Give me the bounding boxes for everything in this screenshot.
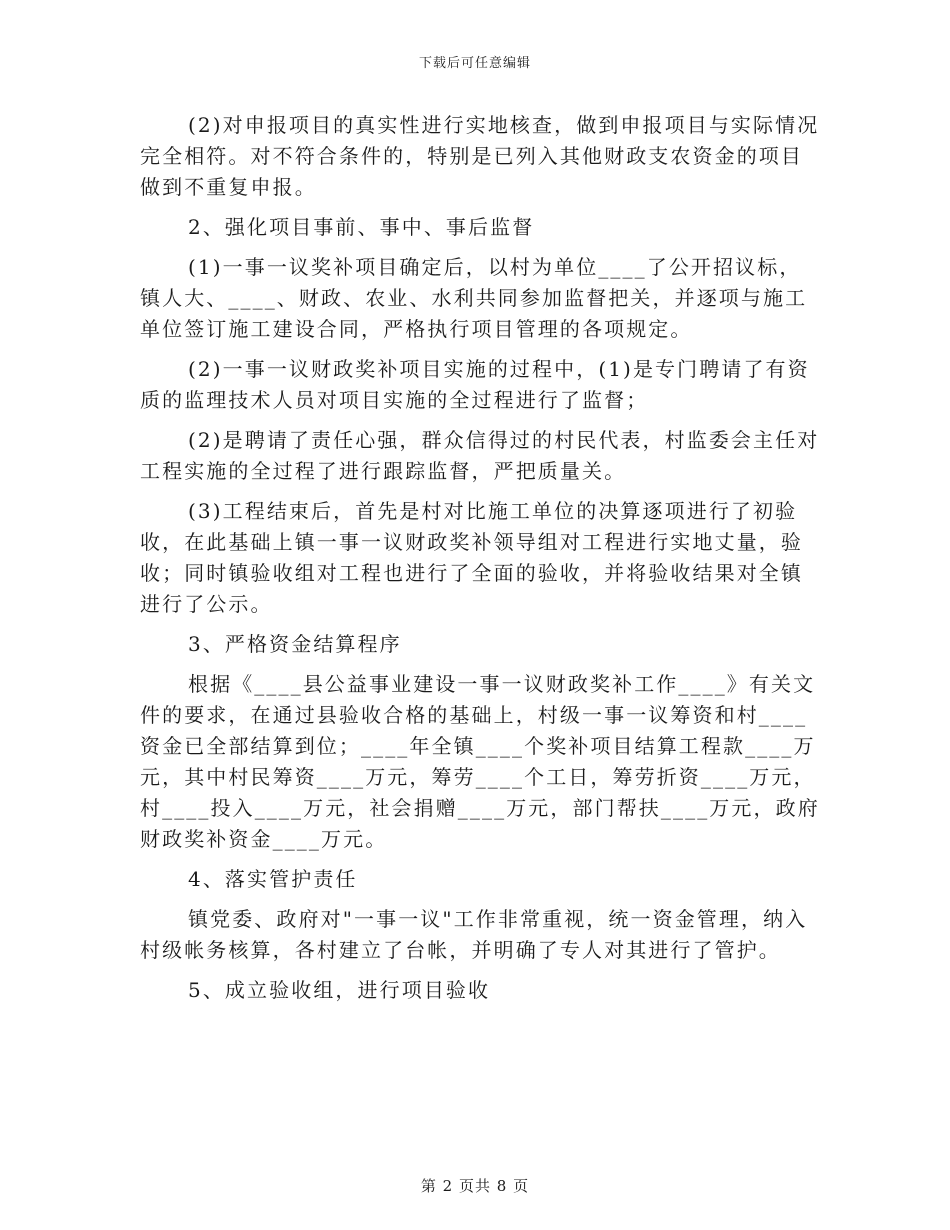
section-heading-4: 4、落实管护责任	[188, 867, 358, 891]
paragraph-2: (1)一事一议奖补项目确定后，以村为单位____了公开招议标，镇人大、____、财政、农业、水利共同参加监督把关，并逐项与施工单位签订施工建设合同，严格执行项目管理的各项规定。	[140, 255, 808, 341]
page-header: 下载后可任意编辑	[418, 56, 531, 71]
paragraph-6: 根据《____县公益事业建设一事一议财政奖补工作____》有关文件的要求，在通过县验收合格的基础上，村级一事一议筹资和村____资金已全部结算到位；____年全镇____个奖补项目结算工程款____万元，其中村民筹资____万元，筹劳____个工日，筹劳折资____万元，村____投入____万元，社会捐赠____万元，部门帮扶____万元，政府财政奖补资金____万元。	[140, 672, 820, 851]
document-body	[140, 110, 820, 1015]
page-footer: 第 2 页共 8 页	[420, 1177, 530, 1195]
paragraph-4: (2)是聘请了责任心强，群众信得过的村民代表，村监委会主任对工程实施的全过程了进行跟踪监督，严把质量关。	[140, 428, 820, 483]
paragraph-1: (2)对申报项目的真实性进行实地核查，做到申报项目与实际情况完全相符。对不符合条件的，特别是已列入其他财政支农资金的项目做到不重复申报。	[140, 113, 820, 199]
section-heading-3: 3、严格资金结算程序	[188, 632, 402, 656]
paragraph-3: (2)一事一议财政奖补项目实施的过程中，(1)是专门聘请了有资质的监理技术人员对项目实施的全过程进行了监督；	[140, 357, 810, 412]
section-heading-2: 2、强化项目事前、事中、事后监督	[188, 215, 535, 239]
paragraph-7: 镇党委、政府对"一事一议"工作非常重视，统一资金管理，纳入村级帐务核算，各村建立了台帐，并明确了专人对其进行了管护。	[140, 907, 808, 962]
paragraph-5: (3)工程结束后，首先是村对比施工单位的决算逐项进行了初验收，在此基础上镇一事一议财政奖补领导组对工程进行实地丈量，验收；同时镇验收组对工程也进行了全面的验收，并将验收结果对全镇进行了公示。	[140, 499, 803, 616]
section-heading-5: 5、成立验收组，进行项目验收	[188, 978, 491, 1002]
